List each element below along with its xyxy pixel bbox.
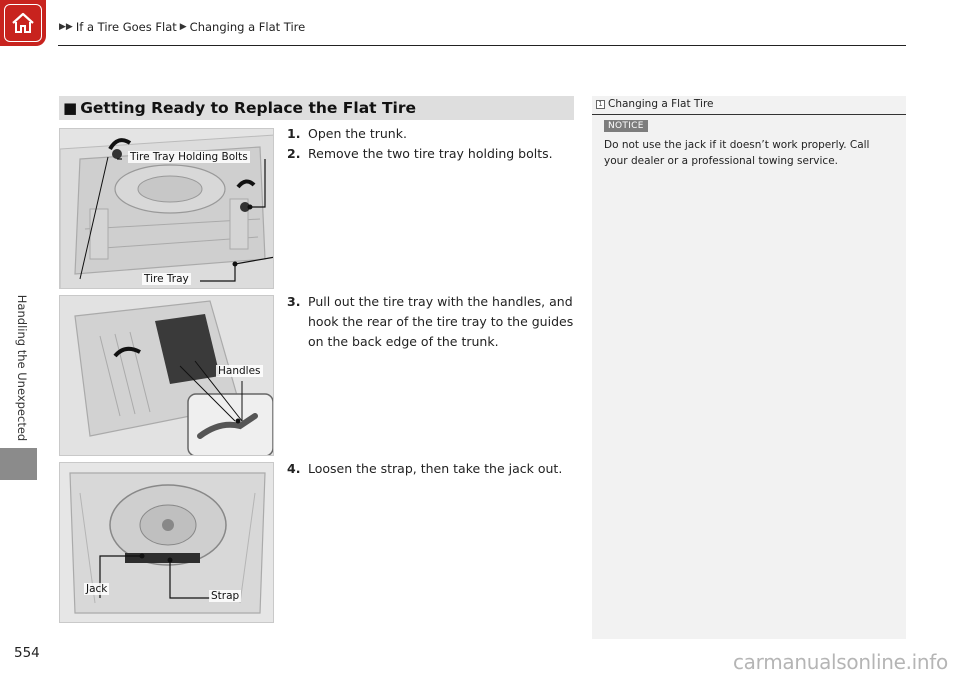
step-text: Open the trunk. <box>308 126 407 141</box>
figure-tire-tray-handles <box>59 295 274 456</box>
note-title: 1 Changing a Flat Tire <box>596 98 714 110</box>
figure-label-strap: Strap <box>211 590 240 602</box>
square-bullet-icon: ■ <box>63 99 78 117</box>
step-text: Loosen the strap, then take the jack out. <box>308 461 563 476</box>
jack-strap-illustration <box>60 463 274 623</box>
steps-group-3 <box>287 459 575 479</box>
chapter-tab[interactable] <box>0 448 37 480</box>
notice-badge: NOTICE <box>604 120 648 132</box>
figure-label-jack: Jack <box>86 583 108 595</box>
figure-label-holding-bolts: Tire Tray Holding Bolts <box>130 151 248 163</box>
chapter-label: Handling the Unexpected <box>15 294 30 442</box>
steps-group-1 <box>287 124 575 164</box>
figure-label-handles: Handles <box>218 365 261 377</box>
step-item: 4. Loosen the strap, then take the jack out. <box>287 459 575 479</box>
section-title: Getting Ready to Replace the Flat Tire <box>80 99 417 117</box>
header-divider <box>58 45 906 46</box>
breadcrumb-link-flat-tire[interactable]: If a Tire Goes Flat <box>75 20 177 34</box>
note-divider <box>592 114 906 115</box>
note-panel <box>592 96 906 639</box>
home-button[interactable] <box>0 0 46 46</box>
step-item: 1. Open the trunk. <box>287 124 575 144</box>
figure-label-tire-tray: Tire Tray <box>144 273 189 285</box>
steps-group-2 <box>287 292 575 352</box>
breadcrumb-link-changing-tire[interactable]: Changing a Flat Tire <box>189 20 306 34</box>
figure-jack-strap <box>59 462 274 623</box>
page-number: 554 <box>14 645 40 661</box>
note-text: Do not use the jack if it doesn’t work properly. Call your dealer or a professional towing service. <box>604 139 870 167</box>
watermark: carmanualsonline.info <box>732 650 948 674</box>
breadcrumb <box>58 20 305 34</box>
step-text: Pull out the tire tray with the handles, and hook the rear of the tire tray to the guides on the back edge of the trunk. <box>308 294 574 349</box>
step-item: 2. Remove the two tire tray holding bolts. <box>287 144 575 164</box>
note-marker-icon: 1 <box>596 100 605 109</box>
home-icon <box>4 4 42 42</box>
section-header <box>59 96 574 120</box>
figure-tire-tray-bolts <box>59 128 274 289</box>
step-text: Remove the two tire tray holding bolts. <box>308 146 553 161</box>
breadcrumb-arrow-icon: ▶▶ <box>59 22 73 32</box>
breadcrumb-arrow-icon: ▶ <box>179 22 187 32</box>
step-item: 3. Pull out the tire tray with the handles, and hook the rear of the tire tray to the guides on the back edge of the trunk. <box>287 292 575 352</box>
